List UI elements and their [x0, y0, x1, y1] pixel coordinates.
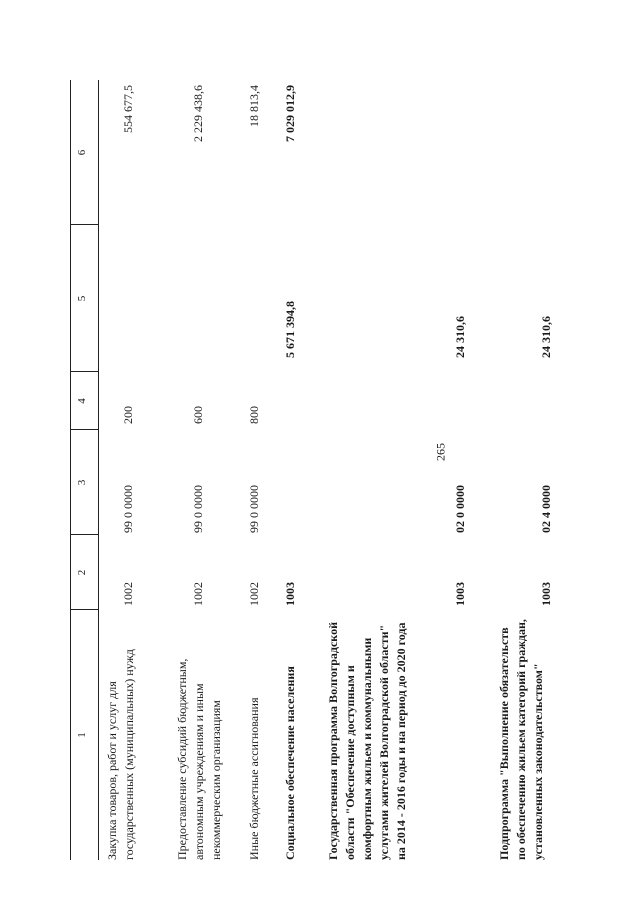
- budget-table: [70, 80, 640, 860]
- row-value-6: 7 029 012,9: [283, 85, 297, 142]
- row-name: Предоставление субсидий бюджетным, автономным учреждениям и иным некоммерческим организациям: [175, 658, 224, 860]
- row-csr: 02 0 0000: [453, 485, 467, 533]
- row-name: Подпрограмма "Выполнение обязательств по обеспечению жильем категорий граждан, установленных законодательством": [497, 619, 546, 860]
- row-rz: 1002: [247, 582, 261, 606]
- row-vr: 800: [247, 406, 261, 424]
- column-header-5: 5: [76, 295, 88, 302]
- column-header-6: 6: [76, 149, 88, 156]
- column-header-4: 4: [76, 398, 88, 404]
- row-vr: 200: [121, 406, 135, 424]
- row-name: Государственная программа Волгоградской области "Обеспечение доступным и комфортным жильем и коммунальными услугами жителей Волгоградской области" на 2014 - 2016 годы и на период до 2020 года: [326, 622, 409, 860]
- row-rz: 1002: [121, 582, 135, 606]
- row-value-6: 2 229 438,6: [191, 85, 205, 142]
- row-value-5: 5 671 394,8: [283, 301, 297, 358]
- column-header-2: 2: [76, 569, 88, 576]
- row-value-5: 24 310,6: [539, 316, 553, 358]
- row-rz: 1003: [283, 582, 297, 606]
- row-value-5: 24 310,6: [453, 316, 467, 358]
- row-csr: 99 0 0000: [191, 485, 205, 533]
- row-vr: 600: [191, 406, 205, 424]
- row-value-6: 554 677,5: [121, 85, 135, 133]
- row-csr: 99 0 0000: [121, 485, 135, 533]
- table-top-border: [70, 80, 71, 860]
- row-rz: 1002: [191, 582, 205, 606]
- row-rz: 1003: [453, 582, 467, 606]
- row-value-6: 18 813,4: [247, 85, 261, 127]
- row-rz: 1003: [539, 582, 553, 606]
- row-name: Социальное обеспечение населения: [283, 666, 297, 860]
- column-header-3: 3: [76, 479, 88, 486]
- row-csr: 02 4 0000: [539, 485, 553, 533]
- row-name: Закупка товаров, работ и услуг для государственных (муниципальных) нужд: [105, 649, 137, 860]
- row-name: Иные бюджетные ассигнования: [247, 697, 261, 860]
- row-csr: 99 0 0000: [247, 485, 261, 533]
- header-bottom-border: [98, 80, 99, 860]
- column-header-1: 1: [76, 732, 88, 738]
- page-number: 265: [433, 443, 448, 461]
